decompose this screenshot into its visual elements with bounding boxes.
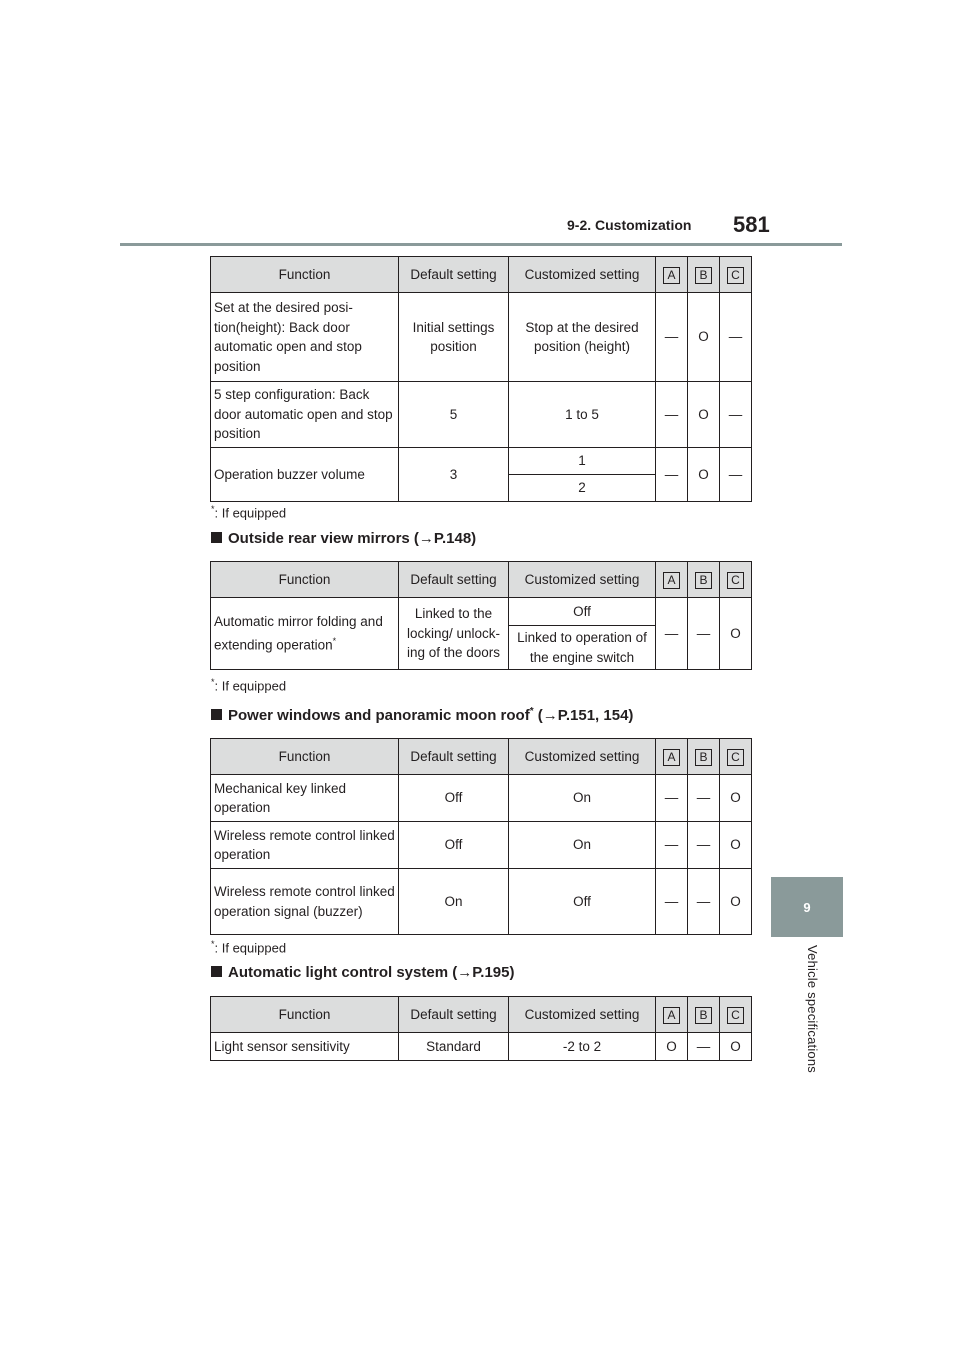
- cell-customized: Linked to operation of the engine switch: [509, 626, 656, 670]
- table-row: [211, 822, 752, 869]
- table-row: [211, 293, 752, 382]
- page-number: 581: [733, 212, 770, 237]
- header-c: C: [727, 572, 744, 589]
- cell-customized: -2 to 2: [509, 1033, 656, 1061]
- header-a: A: [663, 267, 680, 284]
- cell-default: On: [399, 869, 509, 935]
- cell-function: Set at the desired posi-tion(height): Back door automatic open and stop position: [211, 293, 399, 382]
- power-windows-table: [210, 738, 752, 935]
- cell-default: 3: [399, 448, 509, 502]
- chapter-title: Vehicle specifications: [805, 945, 820, 1073]
- cell-c: O: [720, 869, 752, 935]
- heading-power-windows: Power windows and panoramic moon roof* (→P.151, 154): [211, 706, 633, 724]
- cell-customized: Off: [509, 869, 656, 935]
- table-row: [211, 775, 752, 822]
- header-c: C: [727, 749, 744, 766]
- mirrors-table: [210, 561, 752, 670]
- cell-default: Linked to the locking/ unlock-ing of the doors: [399, 598, 509, 670]
- cell-c: O: [720, 598, 752, 670]
- header-function: Function: [211, 562, 399, 598]
- footnote: *: If equipped: [211, 939, 287, 956]
- cell-b: O: [688, 382, 720, 448]
- cell-customized: On: [509, 775, 656, 822]
- table-header-row: [211, 257, 752, 293]
- header-a: A: [663, 1007, 680, 1024]
- back-door-table: [210, 256, 752, 502]
- cell-customized: On: [509, 822, 656, 869]
- cell-customized: 2: [509, 475, 656, 502]
- cell-default: 5: [399, 382, 509, 448]
- section-title: 9-2. Customization: [567, 217, 692, 233]
- cell-b: —: [688, 822, 720, 869]
- cell-c: —: [720, 448, 752, 502]
- cell-c: —: [720, 293, 752, 382]
- table-row: [211, 1033, 752, 1061]
- cell-customized: Off: [509, 598, 656, 626]
- table-header-row: [211, 562, 752, 598]
- header-c: C: [727, 1007, 744, 1024]
- cell-a: —: [656, 293, 688, 382]
- cell-c: O: [720, 1033, 752, 1061]
- cell-function: Wireless remote control linked operation: [211, 822, 399, 869]
- header-default: Default setting: [399, 997, 509, 1033]
- cell-b: O: [688, 293, 720, 382]
- cell-function: 5 step configuration: Back door automatic open and stop position: [211, 382, 399, 448]
- cell-default: Off: [399, 775, 509, 822]
- cell-customized: Stop at the desired position (height): [509, 293, 656, 382]
- cell-a: —: [656, 869, 688, 935]
- table-row: [211, 448, 752, 475]
- header-a: A: [663, 572, 680, 589]
- header-function: Function: [211, 257, 399, 293]
- cell-c: O: [720, 775, 752, 822]
- cell-c: —: [720, 382, 752, 448]
- cell-b: O: [688, 448, 720, 502]
- light-control-table: [210, 996, 752, 1061]
- cell-customized: 1 to 5: [509, 382, 656, 448]
- cell-b: —: [688, 1033, 720, 1061]
- cell-a: —: [656, 598, 688, 670]
- cell-default: Standard: [399, 1033, 509, 1061]
- heading-light-control: Automatic light control system (→P.195): [211, 964, 514, 981]
- header-default: Default setting: [399, 562, 509, 598]
- cell-default: Initial settings position: [399, 293, 509, 382]
- header-b: B: [695, 267, 712, 284]
- cell-customized: 1: [509, 448, 656, 475]
- header-default: Default setting: [399, 257, 509, 293]
- cell-c: O: [720, 822, 752, 869]
- cell-a: O: [656, 1033, 688, 1061]
- cell-a: —: [656, 448, 688, 502]
- table-row: [211, 382, 752, 448]
- cell-function: Wireless remote control linked operation signal (buzzer): [211, 869, 399, 935]
- header-customized: Customized setting: [509, 562, 656, 598]
- header-a: A: [663, 749, 680, 766]
- header-function: Function: [211, 739, 399, 775]
- cell-function: Mechanical key linked operation: [211, 775, 399, 822]
- header-c: C: [727, 267, 744, 284]
- footnote: *: If equipped: [211, 677, 287, 694]
- table-row: [211, 869, 752, 935]
- header-b: B: [695, 572, 712, 589]
- cell-a: —: [656, 775, 688, 822]
- header-rule: [120, 243, 842, 246]
- cell-b: —: [688, 598, 720, 670]
- footnote: *: If equipped: [211, 504, 287, 521]
- cell-function: Light sensor sensitivity: [211, 1033, 399, 1061]
- cell-b: —: [688, 869, 720, 935]
- cell-a: —: [656, 382, 688, 448]
- header-customized: Customized setting: [509, 997, 656, 1033]
- header-customized: Customized setting: [509, 739, 656, 775]
- table-header-row: [211, 997, 752, 1033]
- cell-default: Off: [399, 822, 509, 869]
- header-function: Function: [211, 997, 399, 1033]
- cell-a: —: [656, 822, 688, 869]
- table-header-row: [211, 739, 752, 775]
- cell-function: Automatic mirror folding and extending operation*: [211, 598, 399, 670]
- cell-function: Operation buzzer volume: [211, 448, 399, 502]
- chapter-tab[interactable]: 9: [771, 877, 843, 937]
- table-row: [211, 598, 752, 626]
- cell-b: —: [688, 775, 720, 822]
- header-default: Default setting: [399, 739, 509, 775]
- header-b: B: [695, 1007, 712, 1024]
- heading-mirrors: Outside rear view mirrors (→P.148): [211, 530, 476, 547]
- header-customized: Customized setting: [509, 257, 656, 293]
- header-b: B: [695, 749, 712, 766]
